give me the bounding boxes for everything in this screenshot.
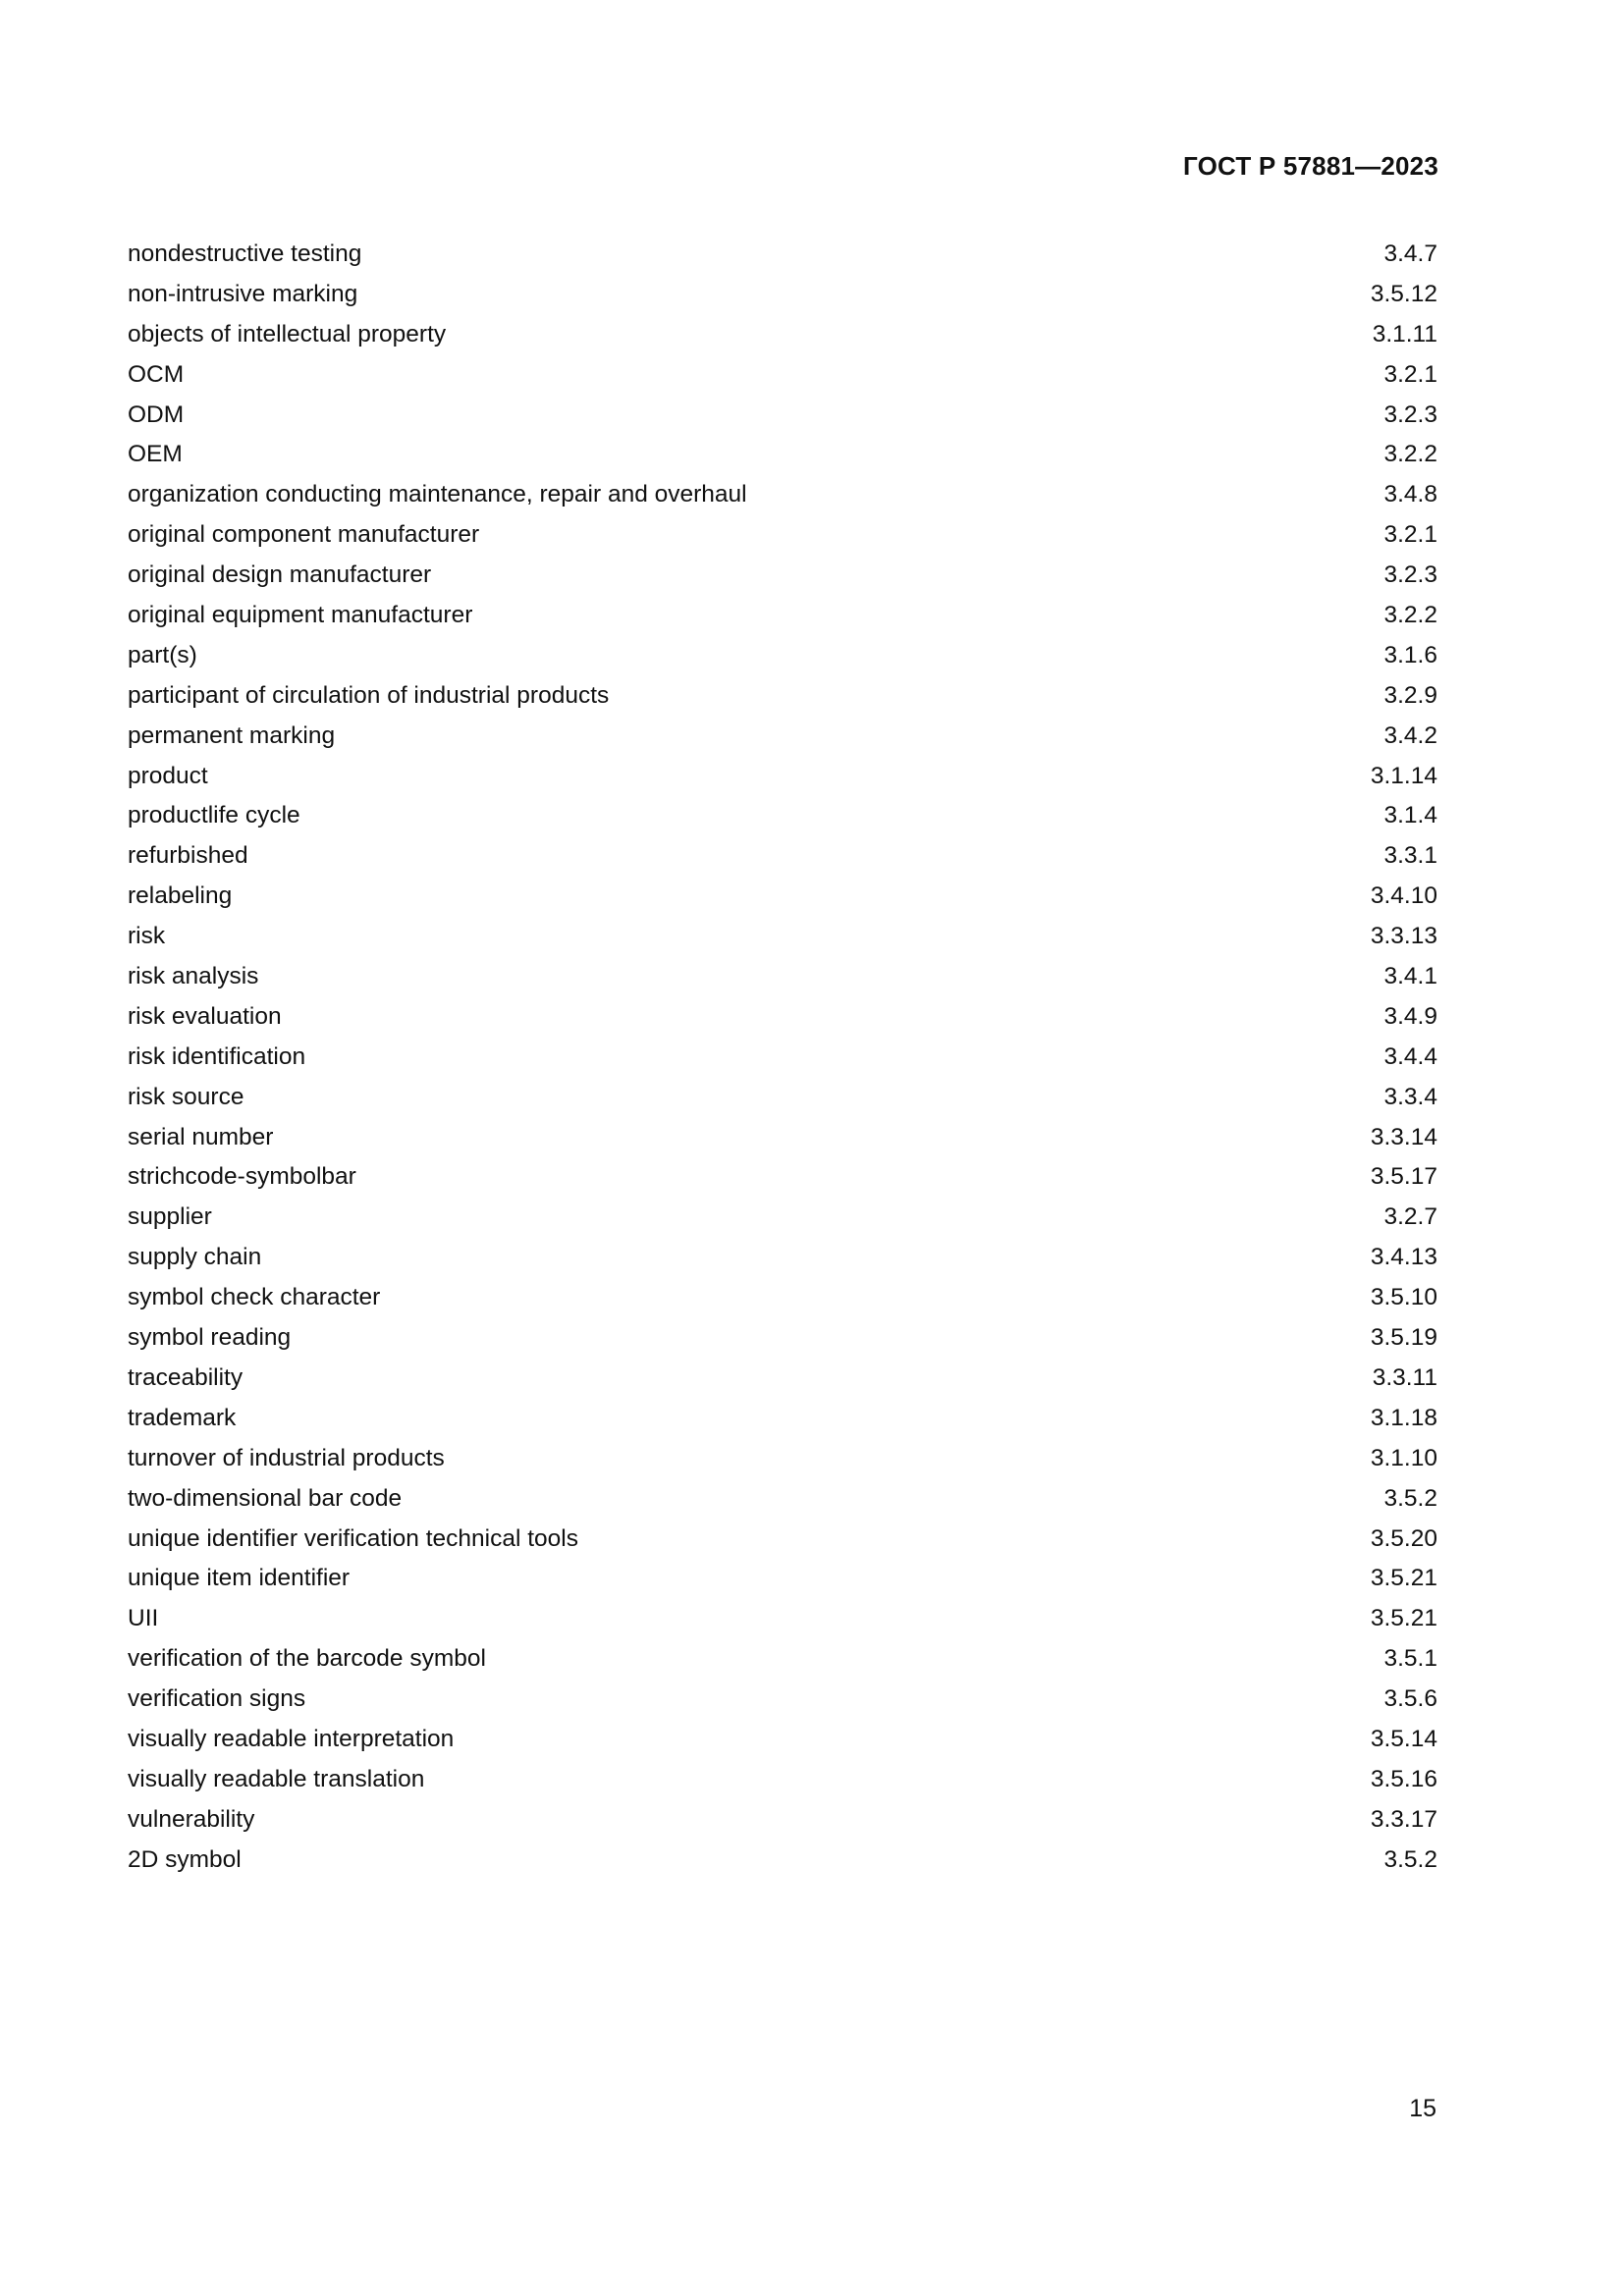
index-entry	[128, 880, 1437, 920]
index-section-ref: 3.2.3	[1383, 400, 1437, 428]
index-term: supply chain	[128, 1244, 262, 1271]
index-section-ref: 3.2.2	[1383, 602, 1437, 629]
index-section-ref: 3.1.4	[1383, 802, 1437, 829]
index-section-ref: 3.4.1	[1383, 963, 1437, 990]
index-term: visually readable interpretation	[128, 1725, 455, 1752]
index-entry	[128, 1081, 1437, 1121]
index-section-ref: 3.3.11	[1372, 1363, 1437, 1391]
index-term: unique identifier verification technical tools	[128, 1524, 578, 1552]
index-section-ref: 3.5.21	[1370, 1605, 1437, 1632]
index-section-ref: 3.4.13	[1370, 1244, 1437, 1271]
index-term: productlife cycle	[128, 802, 300, 829]
index-section-ref: 3.5.17	[1370, 1163, 1437, 1191]
index-section-ref: 3.5.19	[1370, 1324, 1437, 1352]
index-term: organization conducting maintenance, repair and overhaul	[128, 481, 747, 508]
index-term: refurbished	[128, 842, 248, 870]
index-term: turnover of industrial products	[128, 1444, 445, 1471]
index-term: part(s)	[128, 641, 197, 668]
index-entry	[128, 1803, 1437, 1843]
index-section-ref: 3.2.2	[1383, 441, 1437, 468]
index-section-ref: 3.3.1	[1383, 842, 1437, 870]
index-section-ref: 3.2.7	[1383, 1203, 1437, 1231]
index-entry	[128, 559, 1437, 599]
index-term: verification of the barcode symbol	[128, 1645, 486, 1673]
index-section-ref: 3.2.1	[1383, 360, 1437, 388]
index-term: original equipment manufacturer	[128, 602, 473, 629]
index-entry	[128, 399, 1437, 439]
index-section-ref: 3.5.1	[1383, 1645, 1437, 1673]
index-entry	[128, 1763, 1437, 1803]
index-entry	[128, 720, 1437, 760]
index-entry	[128, 1000, 1437, 1041]
index-entry	[128, 760, 1437, 800]
index-entry	[128, 1402, 1437, 1442]
index-entry	[128, 1602, 1437, 1642]
index-section-ref: 3.3.4	[1383, 1083, 1437, 1110]
index-entry	[128, 518, 1437, 559]
index-entry	[128, 799, 1437, 839]
index-entry	[128, 1321, 1437, 1362]
index-section-ref: 3.5.2	[1383, 1484, 1437, 1512]
index-entry	[128, 238, 1437, 278]
index-term: risk identification	[128, 1042, 306, 1070]
index-entry	[128, 960, 1437, 1000]
index-term: product	[128, 762, 208, 789]
index-section-ref: 3.5.12	[1370, 280, 1437, 307]
index-section-ref: 3.1.14	[1370, 762, 1437, 789]
index-term: symbol reading	[128, 1324, 292, 1352]
index-section-ref: 3.5.16	[1370, 1765, 1437, 1792]
index-term: non-intrusive marking	[128, 280, 358, 307]
index-entry	[128, 1482, 1437, 1522]
index-entry	[128, 1121, 1437, 1161]
index-section-ref: 3.5.21	[1370, 1565, 1437, 1592]
index-term: original design manufacturer	[128, 561, 432, 589]
index-section-ref: 3.1.10	[1370, 1444, 1437, 1471]
index-term: ODM	[128, 400, 185, 428]
index-term: objects of intellectual property	[128, 320, 447, 347]
index-section-ref: 3.5.14	[1370, 1725, 1437, 1752]
index-term: verification signs	[128, 1685, 306, 1713]
index-term: nondestructive testing	[128, 240, 362, 267]
index-entry	[128, 679, 1437, 720]
index-entry	[128, 920, 1437, 960]
index-term: OCM	[128, 360, 185, 388]
index-entry	[128, 1682, 1437, 1723]
index-entry	[128, 1642, 1437, 1682]
index-section-ref: 3.1.18	[1370, 1404, 1437, 1431]
index-term: serial number	[128, 1123, 274, 1150]
index-entry	[128, 1160, 1437, 1201]
index-section-ref: 3.2.1	[1383, 521, 1437, 549]
index-term: traceability	[128, 1363, 244, 1391]
index-section-ref: 3.4.7	[1383, 240, 1437, 267]
index-entry	[128, 1362, 1437, 1402]
index-entry	[128, 1241, 1437, 1281]
index-entry	[128, 278, 1437, 318]
index-term: risk source	[128, 1083, 244, 1110]
index-term: unique item identifier	[128, 1565, 351, 1592]
index-entry	[128, 1723, 1437, 1763]
index-entry	[128, 1562, 1437, 1602]
index-entry	[128, 1442, 1437, 1482]
index-term: permanent marking	[128, 721, 336, 749]
index-term: risk	[128, 923, 166, 950]
index-term: UII	[128, 1605, 159, 1632]
index-section-ref: 3.5.2	[1383, 1845, 1437, 1873]
index-term: trademark	[128, 1404, 237, 1431]
index-section-ref: 3.5.20	[1370, 1524, 1437, 1552]
index-term: supplier	[128, 1203, 212, 1231]
index-entry	[128, 358, 1437, 399]
index-term: risk analysis	[128, 963, 259, 990]
index-term: visually readable translation	[128, 1765, 425, 1792]
index-term: two-dimensional bar code	[128, 1484, 403, 1512]
index-term: risk evaluation	[128, 1002, 282, 1030]
index-term: 2D symbol	[128, 1845, 242, 1873]
index-entry	[128, 1281, 1437, 1321]
index-entry	[128, 1041, 1437, 1081]
index-section-ref: 3.5.10	[1370, 1284, 1437, 1311]
index-section-ref: 3.1.11	[1372, 320, 1437, 347]
index-term: OEM	[128, 441, 183, 468]
index-section-ref: 3.4.2	[1383, 721, 1437, 749]
index-entry	[128, 478, 1437, 518]
index-entry	[128, 1522, 1437, 1563]
index-section-ref: 3.3.17	[1370, 1805, 1437, 1833]
index-section-ref: 3.4.10	[1370, 882, 1437, 910]
index-section-ref: 3.3.14	[1370, 1123, 1437, 1150]
index-term: original component manufacturer	[128, 521, 480, 549]
term-index-list	[128, 238, 1437, 1884]
document-header	[1183, 151, 1438, 182]
index-entry	[128, 438, 1437, 478]
standard-id: ГОСТ Р 57881—2023	[1183, 151, 1438, 181]
page-number: 15	[1409, 2095, 1436, 2122]
index-entry	[128, 599, 1437, 639]
index-term: symbol check character	[128, 1284, 381, 1311]
index-term: strichcode-symbolbar	[128, 1163, 356, 1191]
index-entry	[128, 1201, 1437, 1241]
index-section-ref: 3.3.13	[1370, 923, 1437, 950]
index-entry	[128, 318, 1437, 358]
index-section-ref: 3.4.4	[1383, 1042, 1437, 1070]
index-entry	[128, 1843, 1437, 1884]
index-section-ref: 3.5.6	[1383, 1685, 1437, 1713]
index-section-ref: 3.4.9	[1383, 1002, 1437, 1030]
index-section-ref: 3.2.9	[1383, 681, 1437, 709]
index-entry	[128, 639, 1437, 679]
index-term: vulnerability	[128, 1805, 255, 1833]
index-section-ref: 3.2.3	[1383, 561, 1437, 589]
index-term: relabeling	[128, 882, 233, 910]
index-section-ref: 3.4.8	[1383, 481, 1437, 508]
index-term: participant of circulation of industrial products	[128, 681, 610, 709]
index-section-ref: 3.1.6	[1383, 641, 1437, 668]
index-entry	[128, 839, 1437, 880]
